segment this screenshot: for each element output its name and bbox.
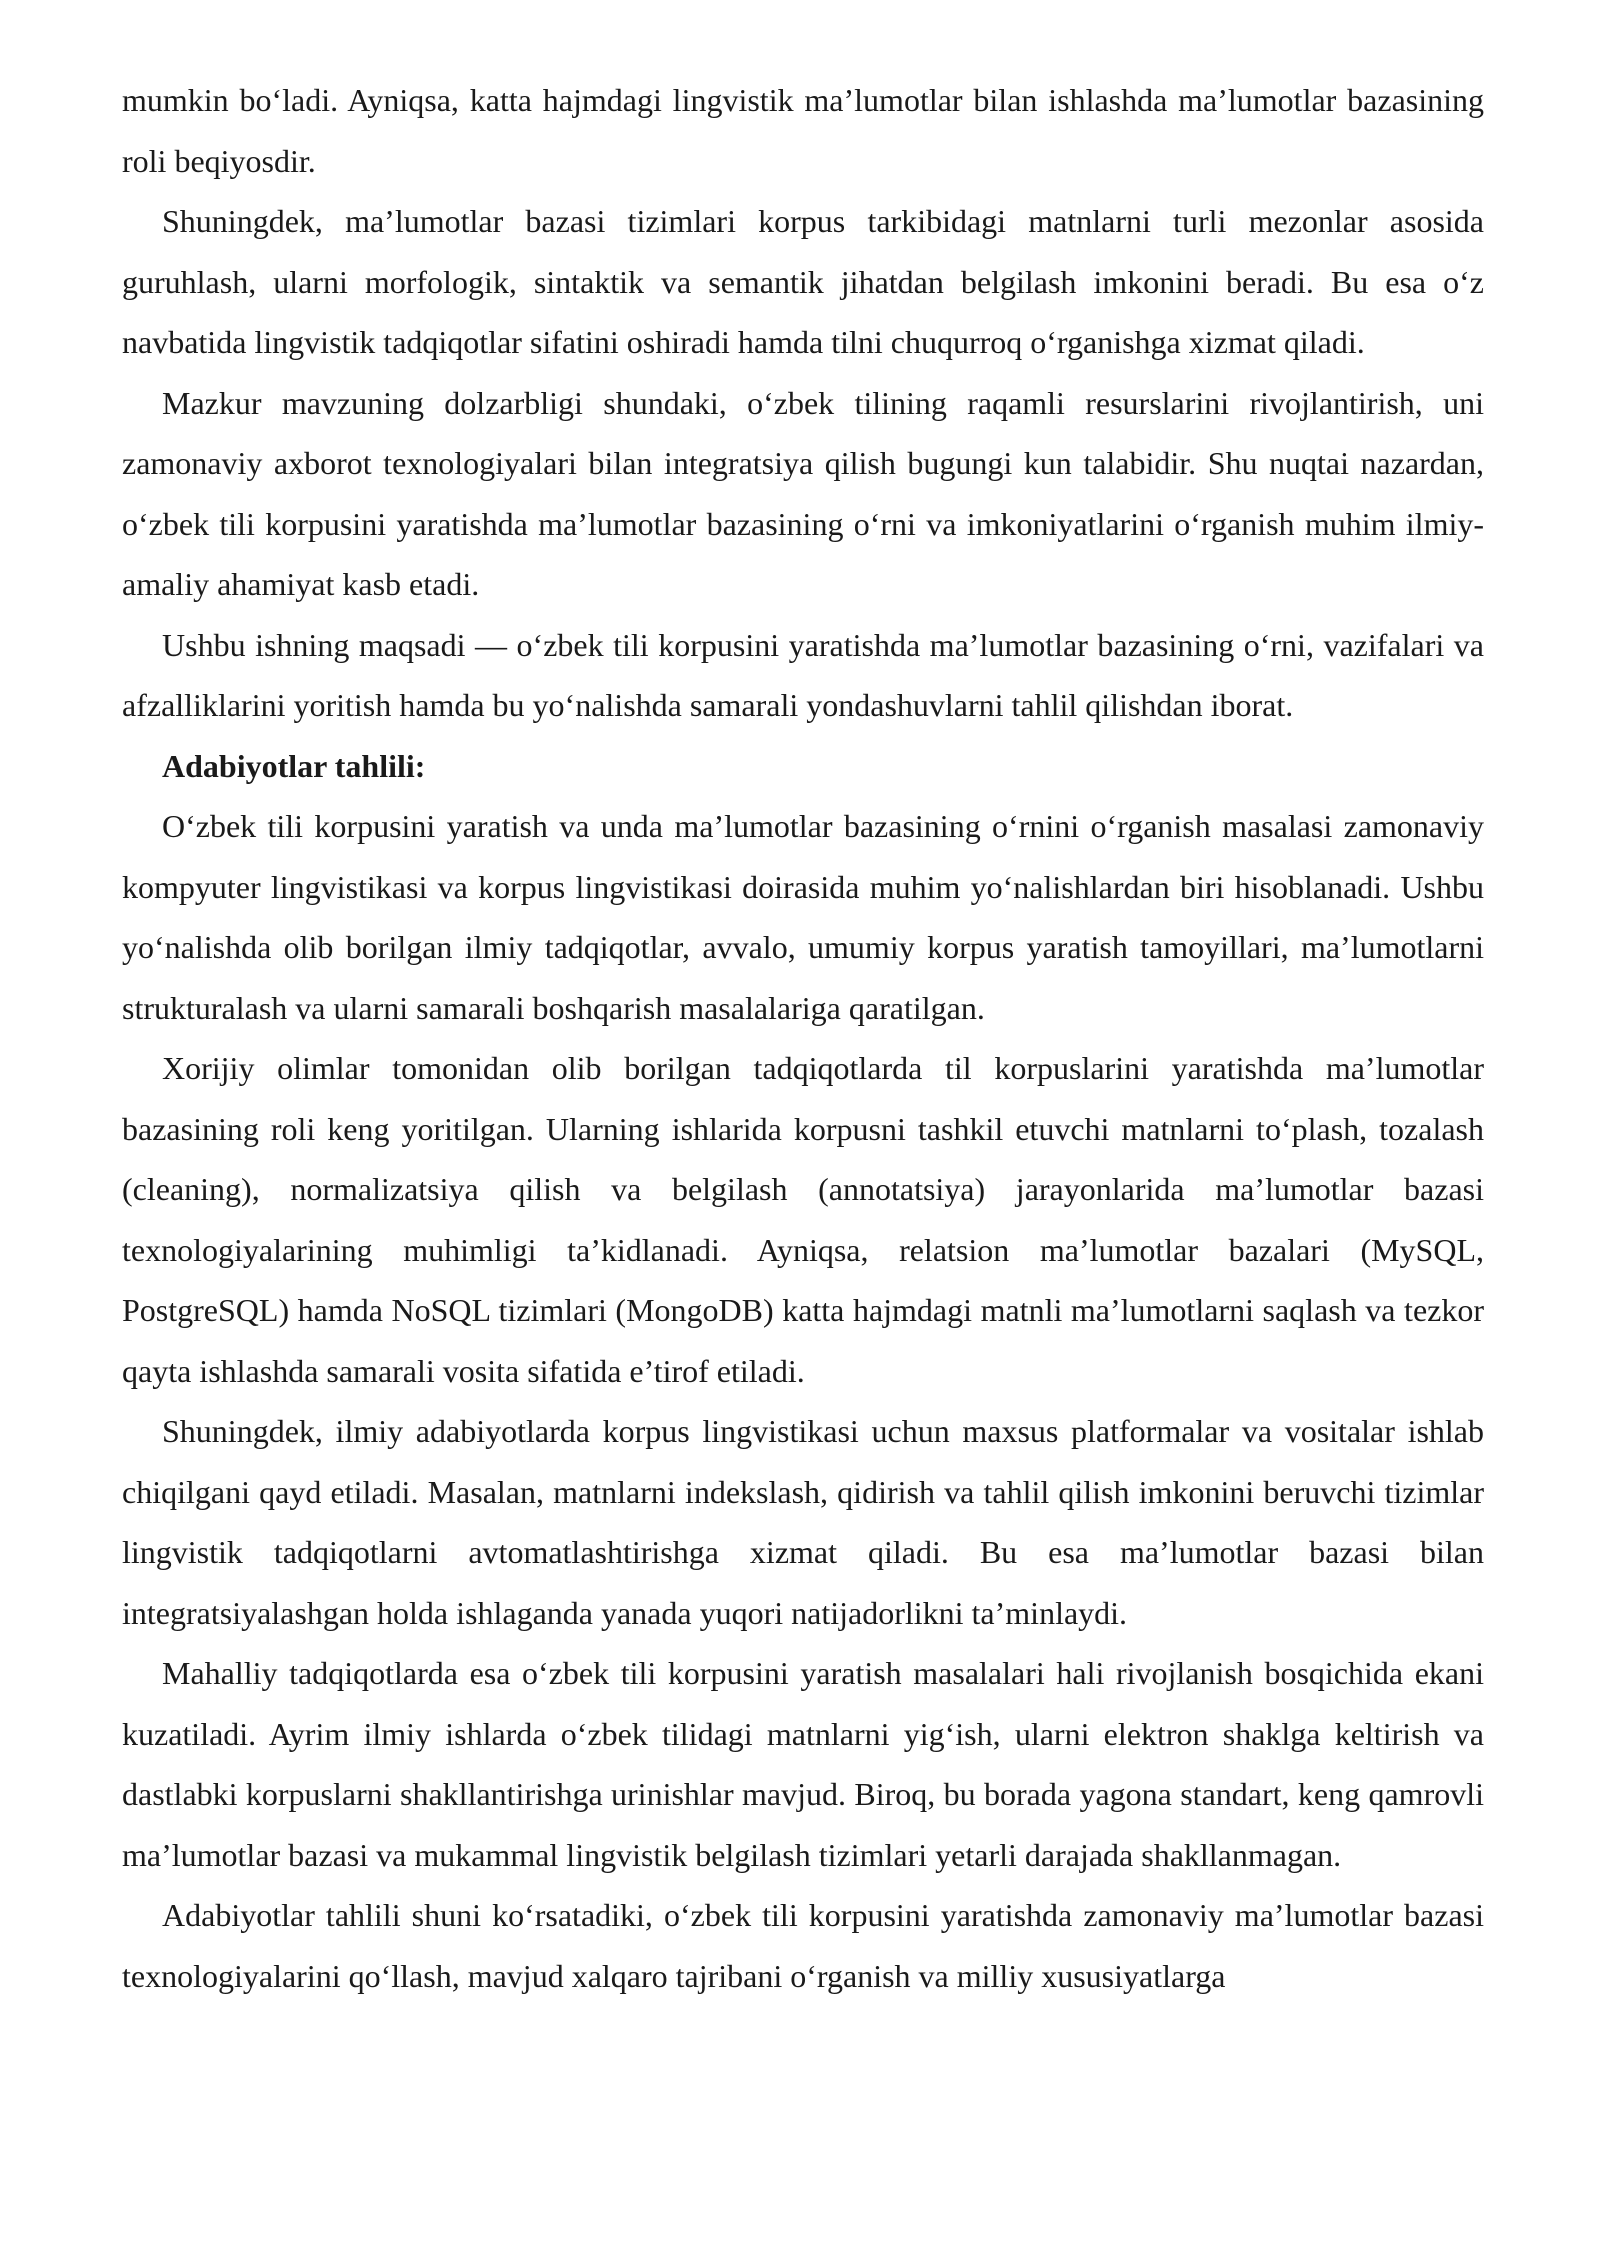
paragraph-goal: Ushbu ishning maqsadi — o‘zbek tili korpusini yaratishda ma’lumotlar bazasining o‘rni, vazifalari va afzalliklarini yoritish hamda bu yo‘nalishda samarali yondashuvlarni tahlil qilishdan iborat. — [122, 626, 1484, 723]
paragraph-continuation: mumkin bo‘ladi. Ayniqsa, katta hajmdagi lingvistik ma’lumotlar bilan ishlashda ma’lumotlar bazasining roli beqiyosdir. — [122, 82, 1484, 179]
paragraph-literature-5: Adabiyotlar tahlili shuni ko‘rsatadiki, o‘zbek tili korpusini yaratishda zamonaviy ma’lumotlar bazasi texnologiyalarini qo‘llash, mavjud xalqaro tajribani o‘rganish va milliy xususiyatlarga — [122, 1897, 1484, 1994]
paragraph-relevance: Mazkur mavzuning dolzarbligi shundaki, o‘zbek tilining raqamli resurslarini rivojlantirish, uni zamonaviy axborot texnologiyalari bilan integratsiya qilish bugungi kun talabidir. Shu nuqtai nazardan, o‘zbek tili korpusini yaratishda ma’lumotlar bazasining o‘rni va imkoniyatlarini o‘rganish muhim ilmiy-amaliy ahamiyat kasb etadi. — [122, 384, 1484, 602]
paragraph-literature-3: Shuningdek, ilmiy adabiyotlarda korpus lingvistikasi uchun maxsus platformalar va vositalar ishlab chiqilgani qayd etiladi. Masalan, matnlarni indekslash, qidirish va tahlil qilish imkonini beruvchi tizimlar lingvistik tadqiqotlarni avtomatlashtirishga xizmat qiladi. Bu esa ma’lumotlar bazasi bilan integratsiyalashgan holda ishlaganda yanada yuqori natijadorlikni ta’minlaydi. — [122, 1413, 1484, 1631]
paragraph-literature-2: Xorijiy olimlar tomonidan olib borilgan tadqiqotlarda til korpuslarini yaratishda ma’lumotlar bazasining roli keng yoritilgan. Ularning ishlarida korpusni tashkil etuvchi matnlarni to‘plash, tozalash (cleaning), normalizatsiya qilish va belgilash (annotatsiya) jarayonlarida ma’lumotlar bazasi texnologiyalarining muhimligi ta’kidlanadi. Ayniqsa, relatsion ma’lumotlar bazalari (MySQL, PostgreSQL) hamda NoSQL tizimlari (MongoDB) katta hajmdagi matnli ma’lumotlarni saqlash va tezkor qayta ishlashda samarali vosita sifatida e’tirof etiladi. — [122, 1050, 1484, 1389]
paragraph-literature-1: O‘zbek tili korpusini yaratish va unda ma’lumotlar bazasining o‘rnini o‘rganish masalasi zamonaviy kompyuter lingvistikasi va korpus lingvistikasi doirasida muhim yo‘nalishlardan biri hisoblanadi. Ushbu yo‘nalishda olib borilgan ilmiy tadqiqotlar, avvalo, umumiy korpus yaratish tamoyillari, ma’lumotlarni strukturalash va ularni samarali boshqarish masalalariga qaratilgan. — [122, 808, 1484, 1026]
paragraph-database-systems: Shuningdek, ma’lumotlar bazasi tizimlari korpus tarkibidagi matnlarni turli mezonlar asosida guruhlash, ularni morfologik, sintaktik va semantik jihatdan belgilash imkonini beradi. Bu esa o‘z navbatida lingvistik tadqiqotlar sifatini oshiradi hamda tilni chuqurroq o‘rganishga xizmat qiladi. — [122, 203, 1484, 360]
document-page — [122, 70, 1484, 2006]
section-heading-literature-review: Adabiyotlar tahlili: — [162, 747, 426, 784]
paragraph-literature-4: Mahalliy tadqiqotlarda esa o‘zbek tili korpusini yaratish masalalari hali rivojlanish bosqichida ekani kuzatiladi. Ayrim ilmiy ishlarda o‘zbek tilidagi matnlarni yig‘ish, ularni elektron shaklga keltirish va dastlabki korpuslarni shakllantirishga urinishlar mavjud. Biroq, bu borada yagona standart, keng qamrovli ma’lumotlar bazasi va mukammal lingvistik belgilash tizimlari yetarli darajada shakllanmagan. — [122, 1655, 1484, 1873]
